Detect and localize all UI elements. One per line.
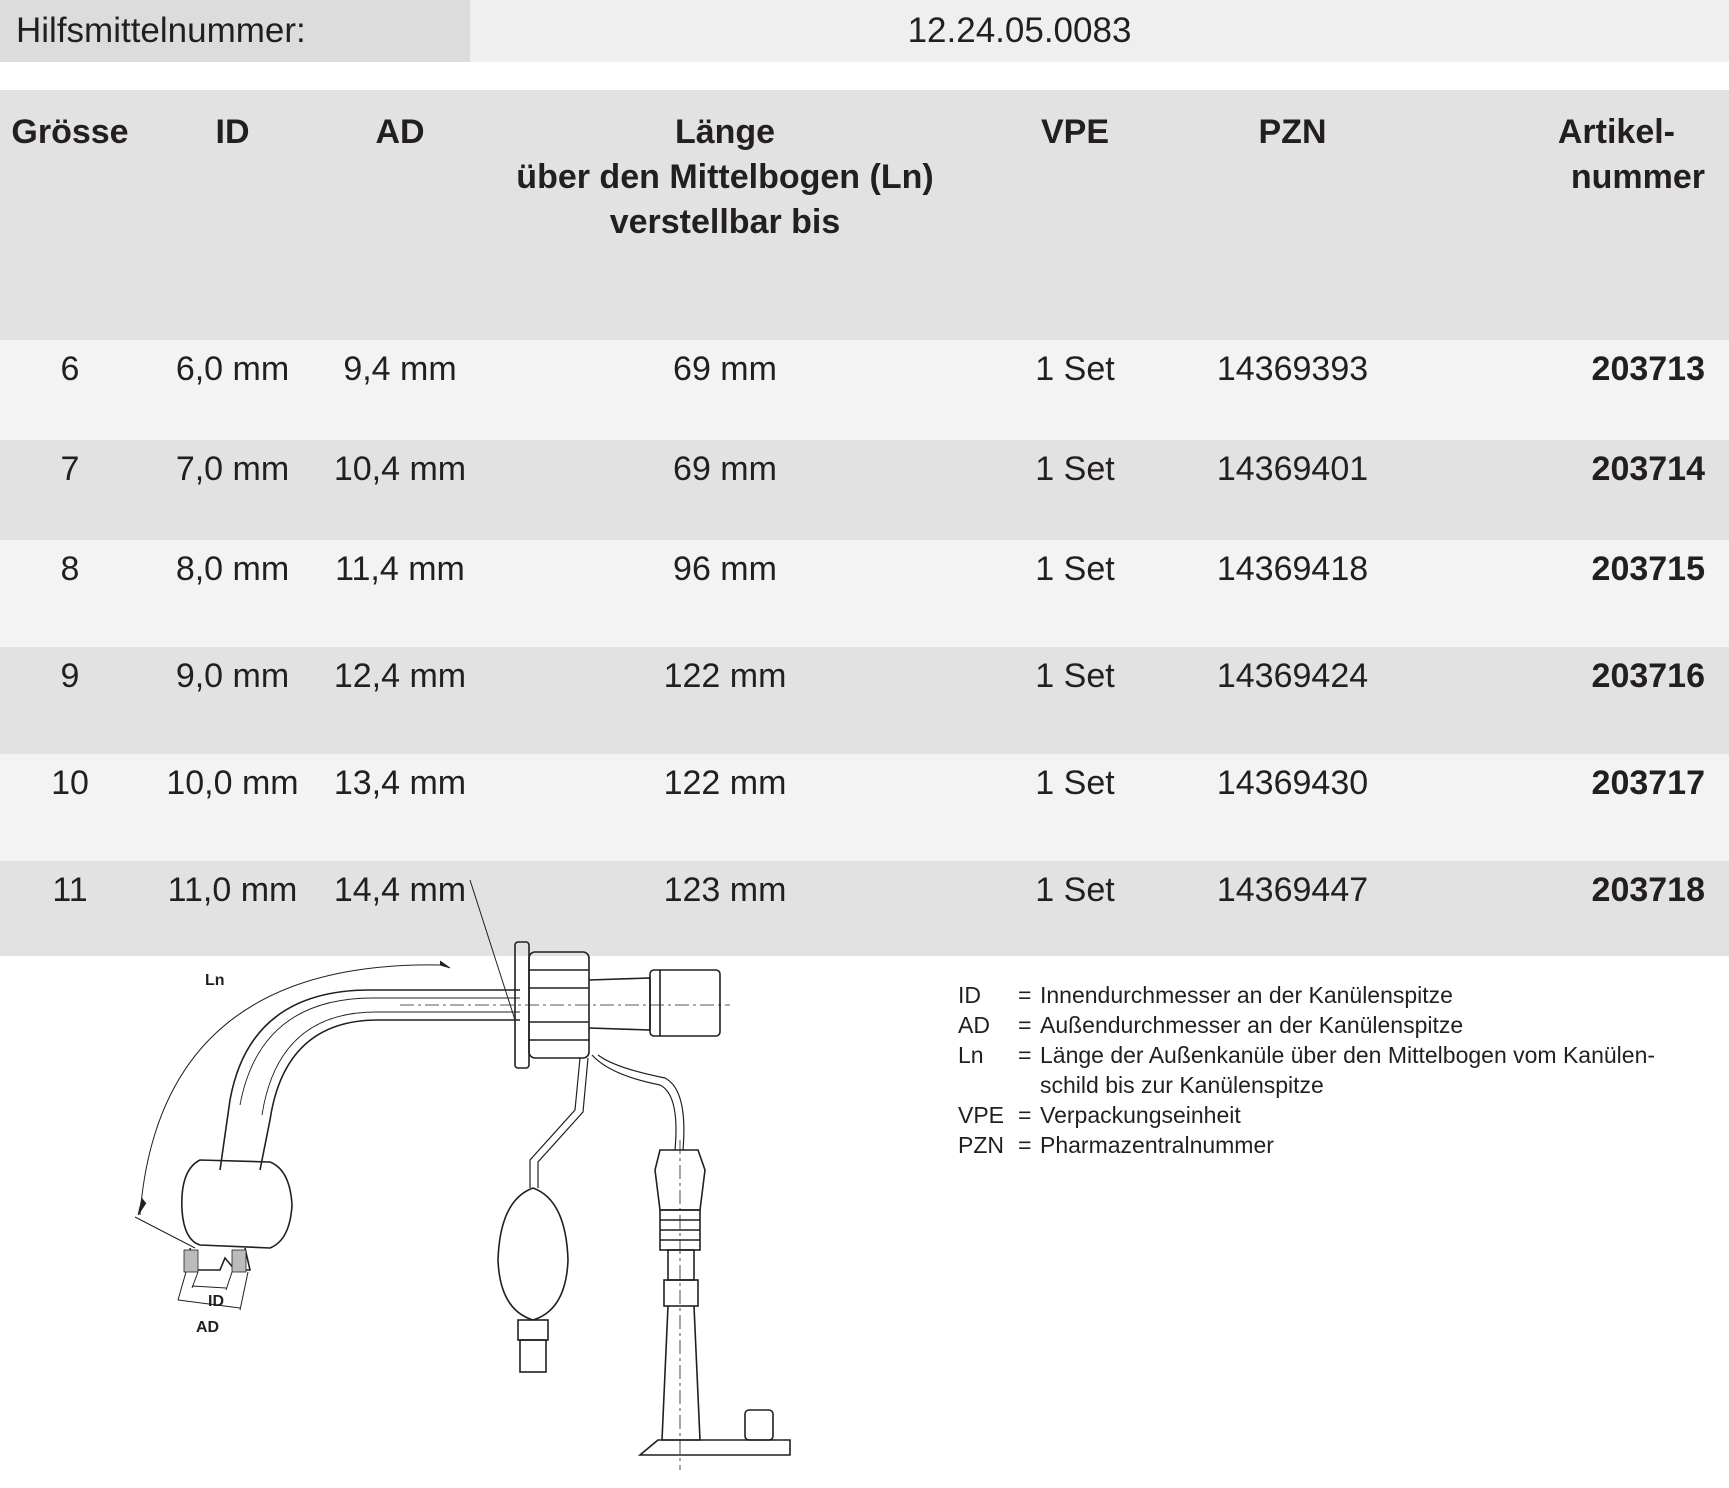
legend-abbr: PZN	[958, 1132, 1004, 1158]
header-size: Grösse	[0, 90, 140, 340]
cell-article: 203717	[1410, 754, 1729, 861]
header-vpe: VPE	[975, 90, 1175, 340]
cell-ad: 10,4 mm	[325, 440, 475, 540]
cell-id: 9,0 mm	[140, 647, 325, 754]
table-row	[0, 647, 1729, 754]
cell-ad: 9,4 mm	[325, 340, 475, 440]
legend-text-line1: Länge der Außenkanüle über den Mittelbogen vom Kanülen-	[1040, 1042, 1656, 1068]
cell-ad: 12,4 mm	[325, 647, 475, 754]
cell-ad: 13,4 mm	[325, 754, 475, 861]
header-length-line2: über den Mittelbogen (Ln)	[516, 158, 934, 196]
cell-size: 8	[0, 540, 140, 647]
cannula-diagram	[120, 870, 820, 1480]
cell-article: 203713	[1410, 340, 1729, 440]
legend-abbr: AD	[958, 1012, 990, 1038]
cell-size: 6	[0, 340, 140, 440]
cell-length: 122 mm	[475, 754, 975, 861]
header-length-line1: Länge	[674, 113, 776, 151]
header-article-line1: Artikel-	[1557, 113, 1675, 151]
cell-ad: 11,4 mm	[325, 540, 475, 647]
legend-eq: =	[1018, 1102, 1032, 1128]
header-article-line2: nummer	[1570, 158, 1705, 196]
legend-text: Verpackungseinheit	[1040, 1102, 1241, 1128]
table-row	[0, 540, 1729, 647]
cell-pzn: 14369418	[1175, 540, 1410, 647]
legend-row	[958, 980, 1698, 1010]
product-table	[0, 90, 1729, 956]
cell-length: 69 mm	[475, 340, 975, 440]
diagram-label-ln: Ln	[205, 972, 225, 989]
cell-id: 11,0 mm	[140, 861, 325, 956]
header-ad: AD	[325, 90, 475, 340]
legend-text	[1040, 1040, 1698, 1100]
legend-row	[958, 1130, 1698, 1160]
diagram-label-id: ID	[208, 1293, 224, 1310]
hilfsmittel-label: Hilfsmittelnummer:	[0, 0, 470, 62]
cell-pzn: 14369424	[1175, 647, 1410, 754]
cell-article: 203715	[1410, 540, 1729, 647]
hilfsmittel-bar	[0, 0, 1729, 62]
legend-row	[958, 1100, 1698, 1130]
cell-length: 69 mm	[475, 440, 975, 540]
cell-pzn: 14369401	[1175, 440, 1410, 540]
legend-eq: =	[1018, 1012, 1032, 1038]
cell-id: 10,0 mm	[140, 754, 325, 861]
legend-row	[958, 1040, 1698, 1100]
table-header-row	[0, 90, 1729, 340]
legend-text: Innendurchmesser an der Kanülenspitze	[1040, 982, 1453, 1008]
cell-size: 11	[0, 861, 140, 956]
cell-size: 10	[0, 754, 140, 861]
header-length-line3: verstellbar bis	[609, 203, 841, 241]
cell-size: 9	[0, 647, 140, 754]
table-row	[0, 754, 1729, 861]
cell-vpe: 1 Set	[975, 861, 1175, 956]
hilfsmittel-value: 12.24.05.0083	[470, 0, 1729, 62]
legend-text: Außendurchmesser an der Kanülenspitze	[1040, 1012, 1464, 1038]
abbreviation-legend	[958, 980, 1698, 1160]
cell-id: 6,0 mm	[140, 340, 325, 440]
legend-text-line2: schild bis zur Kanülenspitze	[1040, 1072, 1324, 1098]
legend-eq: =	[1018, 982, 1032, 1008]
table-row	[0, 440, 1729, 540]
cell-ad: 14,4 mm	[325, 861, 475, 956]
cell-length: 122 mm	[475, 647, 975, 754]
cell-vpe: 1 Set	[975, 647, 1175, 754]
cell-pzn: 14369447	[1175, 861, 1410, 956]
legend-abbr: VPE	[958, 1102, 1005, 1128]
header-pzn: PZN	[1175, 90, 1410, 340]
cell-vpe: 1 Set	[975, 340, 1175, 440]
diagram-label-ad: AD	[196, 1319, 220, 1336]
cell-pzn: 14369393	[1175, 340, 1410, 440]
legend-abbr: ID	[958, 982, 981, 1008]
cell-vpe: 1 Set	[975, 754, 1175, 861]
table-row	[0, 340, 1729, 440]
legend-text: Pharmazentralnummer	[1040, 1132, 1274, 1158]
cell-length: 96 mm	[475, 540, 975, 647]
legend-eq: =	[1018, 1042, 1032, 1068]
cell-article: 203714	[1410, 440, 1729, 540]
cell-id: 8,0 mm	[140, 540, 325, 647]
header-length	[475, 90, 975, 340]
cell-id: 7,0 mm	[140, 440, 325, 540]
legend-abbr: Ln	[958, 1042, 984, 1068]
header-article	[1410, 90, 1729, 340]
cell-vpe: 1 Set	[975, 540, 1175, 647]
cell-pzn: 14369430	[1175, 754, 1410, 861]
cell-article: 203716	[1410, 647, 1729, 754]
cell-length: 123 mm	[475, 861, 975, 956]
legend-row	[958, 1010, 1698, 1040]
legend-eq: =	[1018, 1132, 1032, 1158]
cell-article: 203718	[1410, 861, 1729, 956]
cell-vpe: 1 Set	[975, 440, 1175, 540]
cell-size: 7	[0, 440, 140, 540]
header-id: ID	[140, 90, 325, 340]
